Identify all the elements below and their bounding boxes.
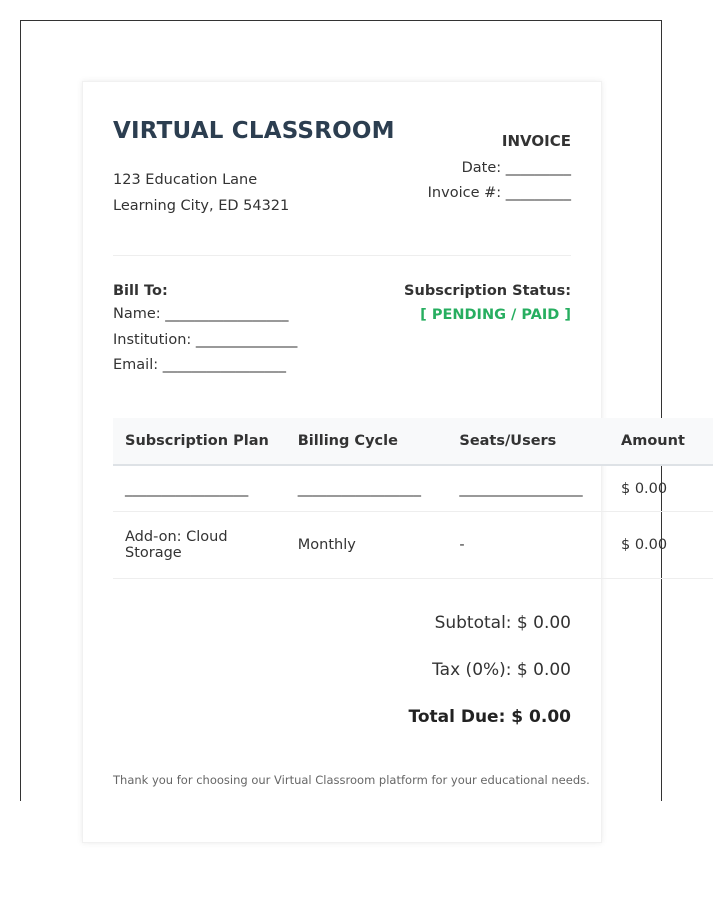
subscription-items-table — [113, 418, 713, 579]
totals-section — [408, 600, 571, 741]
subtotal: Subtotal: $ 0.00 — [434, 613, 571, 633]
invoice-date-field: Date: _________ — [461, 160, 571, 176]
company-address-line2: Learning City, ED 54321 — [113, 198, 290, 214]
table-header-row — [113, 418, 713, 465]
bill-to-name-field: Name: _________________ — [113, 306, 289, 322]
column-header-plan: Subscription Plan — [113, 418, 286, 465]
subscription-status-badge: [ PENDING / PAID ] — [420, 307, 571, 323]
cell-amount: $ 0.00 — [609, 512, 713, 579]
table-row — [113, 512, 713, 579]
footer-note: Thank you for choosing our Virtual Classroom platform for your educational needs. — [113, 773, 590, 787]
bill-to-title: Bill To: — [113, 283, 168, 299]
header-divider — [113, 255, 571, 256]
company-address-line1: 123 Education Lane — [113, 172, 258, 188]
cell-plan: _________________ — [113, 465, 286, 512]
invoice-document — [82, 81, 685, 843]
company-name: VIRTUAL CLASSROOM — [113, 118, 395, 144]
table-row — [113, 465, 713, 512]
cell-billing-cycle: Monthly — [286, 512, 448, 579]
invoice-title: INVOICE — [501, 132, 571, 150]
bill-to-section — [113, 280, 297, 379]
column-header-amount: Amount — [609, 418, 713, 465]
column-header-billing-cycle: Billing Cycle — [286, 418, 448, 465]
cell-seats: - — [447, 512, 609, 579]
bill-to-institution-field: Institution: ______________ — [113, 331, 298, 348]
subscription-status-section — [404, 280, 571, 329]
column-header-seats: Seats/Users — [447, 418, 609, 465]
cell-plan: Add-on: Cloud Storage — [113, 512, 286, 579]
total-due: Total Due: $ 0.00 — [408, 707, 571, 727]
cell-billing-cycle: _________________ — [286, 465, 448, 512]
invoice-details — [428, 132, 571, 206]
page-frame — [20, 20, 685, 801]
invoice-number-field: Invoice #: _________ — [427, 185, 571, 201]
cell-amount: $ 0.00 — [609, 465, 713, 512]
cell-seats: _________________ — [447, 465, 609, 512]
tax-line: Tax (0%): $ 0.00 — [432, 660, 571, 680]
subscription-status-title: Subscription Status: — [404, 283, 571, 299]
bill-to-email-field: Email: _________________ — [113, 357, 286, 373]
